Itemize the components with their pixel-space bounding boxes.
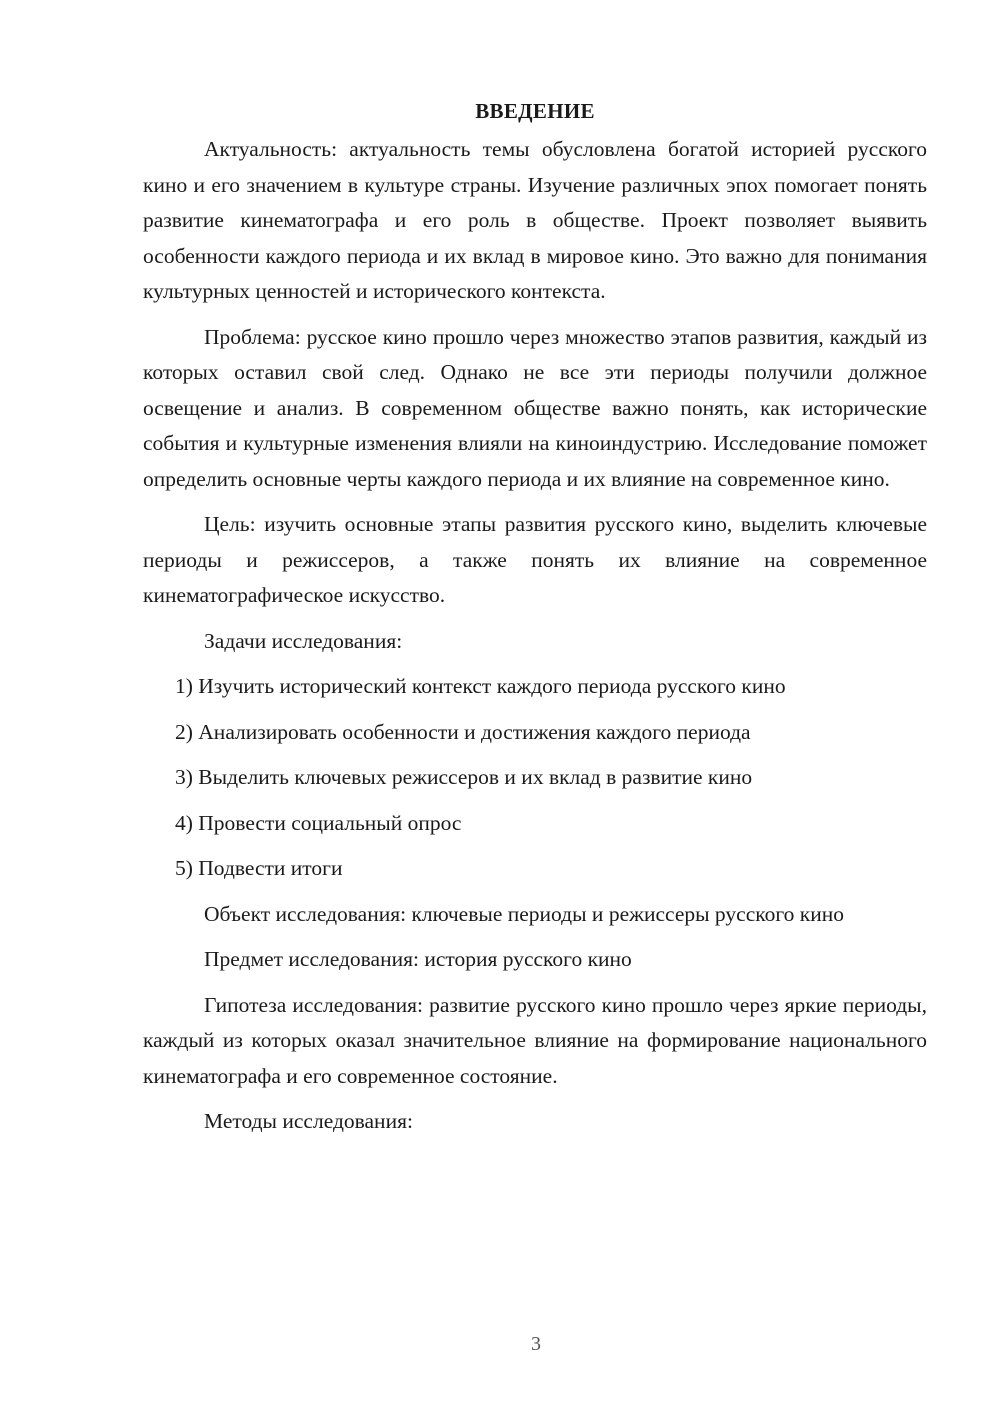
goal-paragraph: Цель: изучить основные этапы развития русского кино, выделить ключевые периоды и режиссеров, а также понять их влияние на современное кинематографическое искусство. (143, 512, 927, 607)
object-paragraph: Объект исследования: ключевые периоды и режиссеры русского кино (204, 901, 844, 926)
list-item: 3) Выделить ключевых режиссеров и их вклад в развитие кино (175, 765, 753, 789)
list-item: 1) Изучить исторический контекст каждого периода русского кино (175, 674, 786, 698)
tasks-heading: Задачи исследования: (204, 628, 403, 653)
document-page (143, 96, 927, 1150)
section-title: ВВЕДЕНИЕ (475, 99, 595, 123)
relevance-paragraph: Актуальность: актуальность темы обусловлена богатой историей русского кино и его значением в культуре страны. Изучение различных эпох помогает понять развитие кинематографа и его роль в обществе. Проект позволяет выявить особенности каждого периода и их вклад в мировое кино. Это важно для понимания культурных ценностей и исторического контекста. (143, 137, 927, 303)
list-item: 4) Провести социальный опрос (175, 810, 462, 835)
list-item: 5) Подвести итоги (175, 856, 343, 880)
methods-heading: Методы исследования: (204, 1109, 413, 1133)
hypothesis-paragraph: Гипотеза исследования: развитие русского кино прошло через яркие периоды, каждый из которых оказал значительное влияние на формирование национального кинематографа и его современное состояние. (143, 992, 927, 1088)
tasks-list (143, 669, 927, 887)
problem-paragraph: Проблема: русское кино прошло через множество этапов развития, каждый из которых оставил свой след. Однако не все эти периоды получили должное освещение и анализ. В современном обществе важно понять, как исторические события и культурные изменения влияли на киноиндустрию. Исследование поможет определить основные черты каждого периода и их влияние на современное кино. (143, 324, 927, 491)
list-item: 2) Анализировать особенности и достижения каждого периода (175, 719, 751, 744)
subject-paragraph: Предмет исследования: история русского кино (204, 947, 632, 971)
page-number: 3 (531, 1333, 541, 1355)
